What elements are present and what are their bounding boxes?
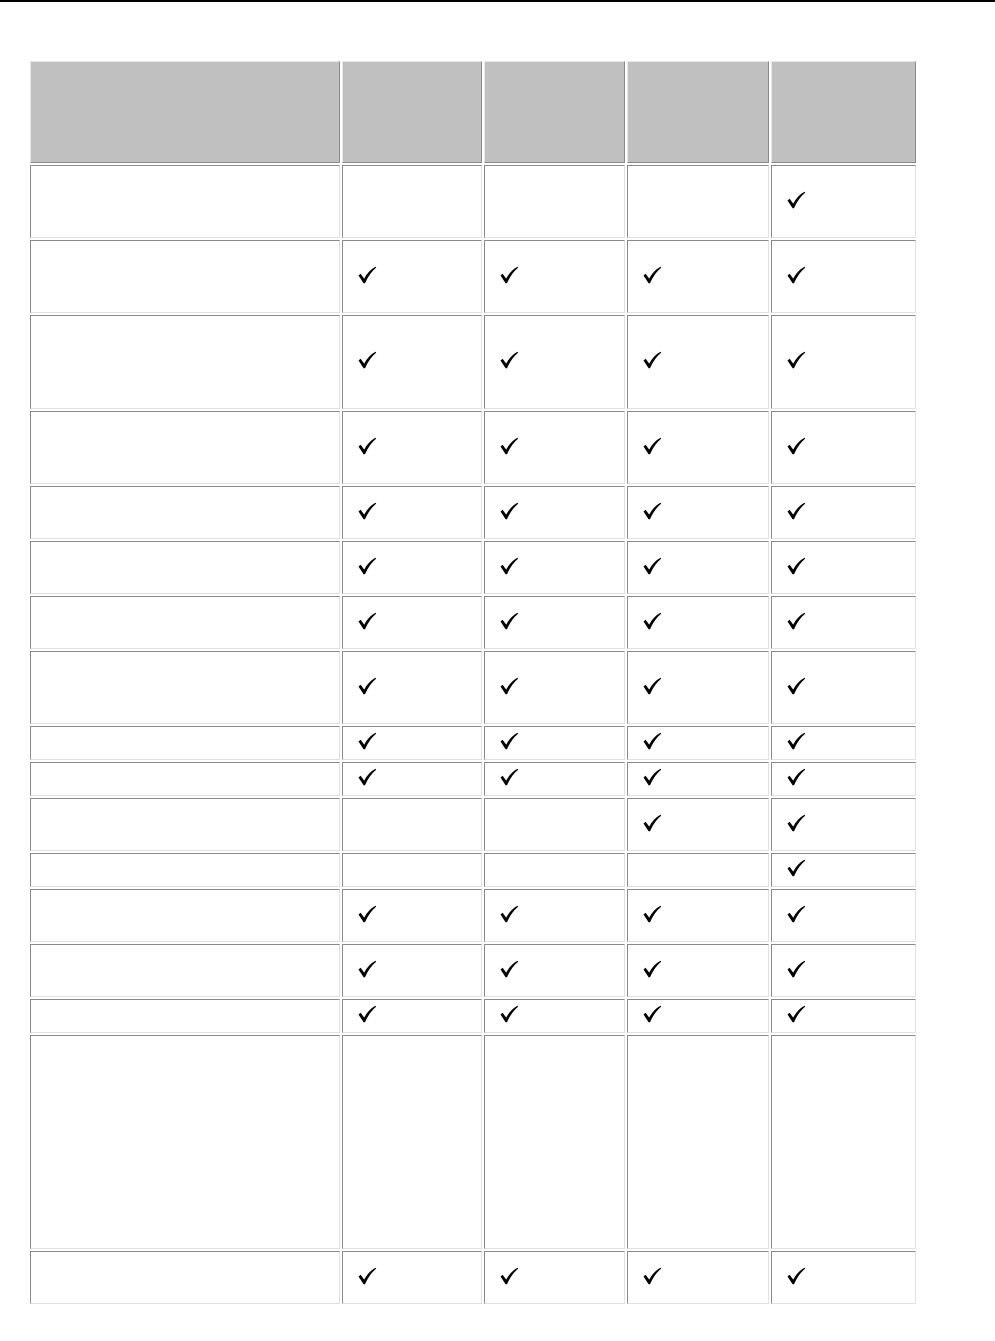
- edition-cell-3: [627, 541, 770, 594]
- edition-cell-1: [342, 315, 483, 409]
- edition-cell-4: [771, 411, 916, 484]
- check-icon: [357, 502, 377, 520]
- table-row: [30, 889, 916, 942]
- top-rule: [0, 0, 995, 2]
- check-icon: [786, 677, 806, 695]
- edition-cell-3: [627, 726, 770, 760]
- edition-cell-4: [771, 798, 916, 851]
- check-icon: [499, 502, 519, 520]
- check-icon: [786, 732, 806, 750]
- feature-cell: [30, 541, 340, 594]
- check-icon: [642, 266, 662, 284]
- edition-cell-1: [342, 726, 483, 760]
- check-icon: [499, 266, 519, 284]
- edition-cell-3: [627, 798, 770, 851]
- edition-cell-1: [342, 651, 483, 724]
- check-icon: [357, 1005, 377, 1023]
- check-icon: [786, 905, 806, 923]
- edition-cell-3: [627, 240, 770, 313]
- edition-cell-2: [484, 798, 625, 851]
- edition-cell-1: [342, 486, 483, 539]
- check-icon: [642, 557, 662, 575]
- check-icon: [786, 1267, 806, 1285]
- check-icon: [357, 732, 377, 750]
- table-row: [30, 411, 916, 484]
- edition-cell-2: [484, 853, 625, 887]
- header-cell-4: [771, 61, 916, 163]
- table-row: [30, 726, 916, 760]
- edition-cell-3: [627, 999, 770, 1033]
- edition-cell-1: [342, 1035, 483, 1249]
- edition-cell-1: [342, 944, 483, 997]
- edition-cell-1: [342, 596, 483, 649]
- check-icon: [499, 905, 519, 923]
- edition-cell-4: [771, 889, 916, 942]
- header-cell-1: [342, 61, 483, 163]
- edition-cell-2: [484, 165, 625, 238]
- edition-cell-4: [771, 651, 916, 724]
- edition-cell-1: [342, 999, 483, 1033]
- header-cell-3: [627, 61, 770, 163]
- check-icon: [499, 960, 519, 978]
- feature-cell: [30, 315, 340, 409]
- edition-cell-1: [342, 411, 483, 484]
- edition-cell-1: [342, 240, 483, 313]
- check-icon: [499, 1267, 519, 1285]
- table-body: [30, 165, 916, 1304]
- header-row: [30, 61, 916, 163]
- edition-cell-3: [627, 411, 770, 484]
- check-icon: [642, 1267, 662, 1285]
- edition-cell-2: [484, 541, 625, 594]
- table-row: [30, 1035, 916, 1249]
- feature-cell: [30, 165, 340, 238]
- header-cell-2: [484, 61, 625, 163]
- edition-cell-2: [484, 240, 625, 313]
- edition-cell-2: [484, 1251, 625, 1304]
- check-icon: [357, 266, 377, 284]
- edition-cell-2: [484, 762, 625, 796]
- check-icon: [499, 557, 519, 575]
- edition-cell-1: [342, 1251, 483, 1304]
- check-icon: [357, 612, 377, 630]
- check-icon: [357, 905, 377, 923]
- edition-cell-2: [484, 411, 625, 484]
- edition-cell-1: [342, 853, 483, 887]
- check-icon: [357, 437, 377, 455]
- feature-cell: [30, 798, 340, 851]
- edition-cell-3: [627, 486, 770, 539]
- edition-cell-2: [484, 889, 625, 942]
- feature-cell: [30, 999, 340, 1033]
- table-row: [30, 315, 916, 409]
- edition-cell-2: [484, 596, 625, 649]
- check-icon: [499, 612, 519, 630]
- edition-cell-1: [342, 889, 483, 942]
- check-icon: [642, 768, 662, 786]
- edition-cell-3: [627, 853, 770, 887]
- check-icon: [499, 768, 519, 786]
- table-row: [30, 999, 916, 1033]
- check-icon: [786, 557, 806, 575]
- feature-cell: [30, 889, 340, 942]
- edition-cell-4: [771, 596, 916, 649]
- feature-cell: [30, 726, 340, 760]
- table-row: [30, 762, 916, 796]
- edition-cell-3: [627, 596, 770, 649]
- check-icon: [499, 351, 519, 369]
- edition-cell-2: [484, 486, 625, 539]
- edition-cell-4: [771, 1035, 916, 1249]
- edition-cell-4: [771, 486, 916, 539]
- check-icon: [357, 960, 377, 978]
- check-icon: [786, 1005, 806, 1023]
- check-icon: [786, 266, 806, 284]
- feature-cell: [30, 486, 340, 539]
- edition-cell-4: [771, 999, 916, 1033]
- edition-cell-2: [484, 315, 625, 409]
- edition-cell-2: [484, 651, 625, 724]
- feature-cell: [30, 651, 340, 724]
- check-icon: [357, 677, 377, 695]
- table-row: [30, 1251, 916, 1304]
- edition-cell-4: [771, 315, 916, 409]
- feature-cell: [30, 853, 340, 887]
- table-row: [30, 853, 916, 887]
- feature-cell: [30, 411, 340, 484]
- check-icon: [642, 732, 662, 750]
- feature-cell: [30, 240, 340, 313]
- feature-cell: [30, 762, 340, 796]
- edition-cell-3: [627, 651, 770, 724]
- check-icon: [642, 351, 662, 369]
- table-row: [30, 240, 916, 313]
- table-row: [30, 486, 916, 539]
- check-icon: [786, 351, 806, 369]
- feature-comparison-table: [28, 59, 918, 1306]
- edition-cell-2: [484, 944, 625, 997]
- edition-cell-2: [484, 999, 625, 1033]
- check-icon: [499, 1005, 519, 1023]
- check-icon: [642, 814, 662, 832]
- check-icon: [786, 960, 806, 978]
- feature-cell: [30, 596, 340, 649]
- check-icon: [786, 814, 806, 832]
- header-cell-feature: [30, 61, 340, 163]
- check-icon: [499, 437, 519, 455]
- check-icon: [642, 502, 662, 520]
- check-icon: [786, 502, 806, 520]
- edition-cell-2: [484, 726, 625, 760]
- check-icon: [786, 437, 806, 455]
- check-icon: [786, 612, 806, 630]
- edition-cell-1: [342, 798, 483, 851]
- edition-cell-1: [342, 541, 483, 594]
- check-icon: [642, 1005, 662, 1023]
- check-icon: [499, 732, 519, 750]
- check-icon: [786, 859, 806, 877]
- edition-cell-4: [771, 853, 916, 887]
- edition-cell-3: [627, 1035, 770, 1249]
- table-row: [30, 651, 916, 724]
- edition-cell-1: [342, 762, 483, 796]
- check-icon: [786, 768, 806, 786]
- check-icon: [499, 677, 519, 695]
- edition-cell-3: [627, 165, 770, 238]
- table-row: [30, 596, 916, 649]
- check-icon: [642, 437, 662, 455]
- edition-cell-4: [771, 726, 916, 760]
- edition-cell-4: [771, 762, 916, 796]
- edition-cell-1: [342, 165, 483, 238]
- feature-cell: [30, 1035, 340, 1249]
- edition-cell-3: [627, 944, 770, 997]
- check-icon: [642, 677, 662, 695]
- edition-cell-2: [484, 1035, 625, 1249]
- edition-cell-3: [627, 1251, 770, 1304]
- check-icon: [357, 557, 377, 575]
- table-row: [30, 798, 916, 851]
- edition-cell-4: [771, 1251, 916, 1304]
- edition-cell-4: [771, 165, 916, 238]
- edition-cell-4: [771, 541, 916, 594]
- table-row: [30, 944, 916, 997]
- check-icon: [786, 191, 806, 209]
- edition-cell-3: [627, 889, 770, 942]
- edition-cell-3: [627, 762, 770, 796]
- check-icon: [357, 1267, 377, 1285]
- edition-cell-4: [771, 944, 916, 997]
- check-icon: [642, 905, 662, 923]
- edition-cell-3: [627, 315, 770, 409]
- edition-cell-4: [771, 240, 916, 313]
- table-row: [30, 541, 916, 594]
- check-icon: [357, 768, 377, 786]
- feature-cell: [30, 944, 340, 997]
- feature-cell: [30, 1251, 340, 1304]
- check-icon: [357, 351, 377, 369]
- table-row: [30, 165, 916, 238]
- check-icon: [642, 960, 662, 978]
- check-icon: [642, 612, 662, 630]
